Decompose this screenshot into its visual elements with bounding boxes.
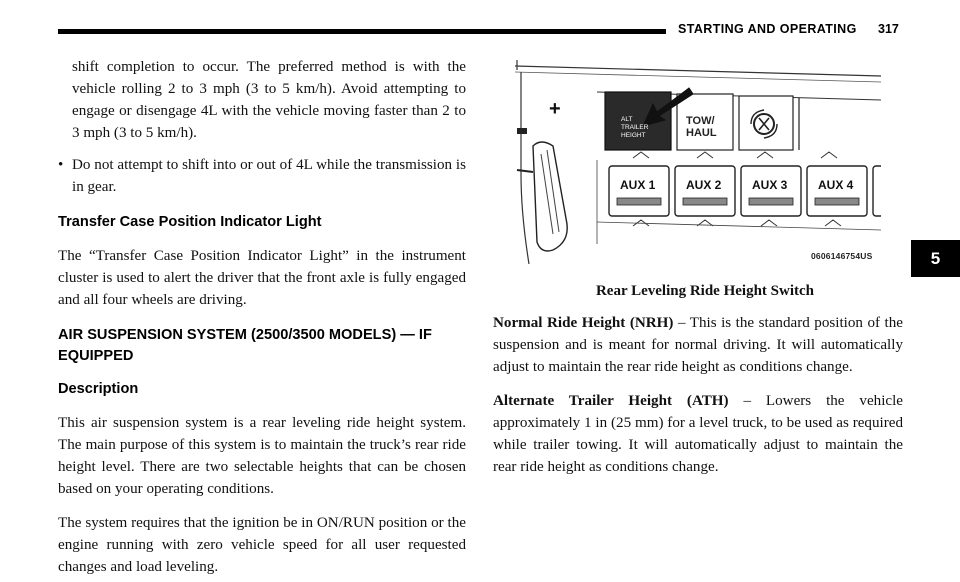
plus-label: + (549, 98, 561, 120)
term-nrh: Normal Ride Height (NRH) (493, 315, 674, 331)
paragraph-nrh (493, 312, 903, 378)
paragraph-ath (493, 390, 903, 478)
aux3-label: AUX 3 (752, 178, 788, 192)
switch-illustration (493, 54, 881, 274)
page-header (0, 0, 960, 40)
section-title: STARTING AND OPERATING (678, 22, 857, 36)
bullet-item (58, 154, 466, 198)
paragraph-description-2: The system requires that the ignition be in ON/RUN position or the engine running with zero vehicle speed for all user requested changes and load leveling. (58, 515, 466, 575)
alt-trailer-height-label (621, 116, 648, 140)
tow-haul-label (686, 115, 717, 139)
switch-panel-drawing (493, 54, 881, 274)
bullet-marker: • (58, 157, 64, 173)
text-nrh: – This is the standard position of the suspension and is meant for normal driving. It will automatically adjust to maintain the rear ride height as conditions change. (493, 315, 904, 375)
alt-line-2: TRAILER (621, 124, 649, 131)
heading-description: Description (58, 381, 139, 397)
term-ath: Alternate Trailer Height (ATH) (493, 393, 729, 409)
figure-caption: Rear Leveling Ride Height Switch (595, 283, 815, 299)
heading-transfer-case: Transfer Case Position Indicator Light (58, 214, 322, 230)
bullet-text: Do not attempt to shift into or out of 4L while the transmission is in gear. (72, 157, 466, 195)
paragraph-transfer-case: The “Transfer Case Position Indicator Light” in the instrument cluster is used to alert the driver that the front axle is fully engaged and all four wheels are driving. (58, 248, 466, 308)
aux4-label: AUX 4 (818, 178, 854, 192)
page-number: 317 (878, 22, 899, 36)
paragraph-shift-completion: shift completion to occur. The preferred method is with the vehicle rolling 2 to 3 mph (3 to 5 km/h). Avoid attempting to engage or disengage 4L with the vehicle moving faster than 2 to 3 mph (3 to 5 km/h). (72, 59, 466, 141)
heading-air-suspension: AIR SUSPENSION SYSTEM (2500/3500 MODELS) — IF EQUIPPED (58, 327, 432, 364)
alt-line-1: ALT (621, 116, 633, 123)
text-ath: – Lowers the vehicle approximately 1 in (25 mm) for a level truck, to be used as required while trailer towing. It will automatically adjust to maintain the rear ride height as conditions change. (493, 393, 903, 475)
figure-code: 0606146754US (811, 251, 873, 261)
tow-line-1: TOW/ (686, 115, 715, 127)
paragraph-description-1: This air suspension system is a rear leveling ride height system. The main purpose of this system is to maintain the truck’s rear ride height level. There are two selectable heights that can be chosen based on your operating conditions. (58, 415, 466, 497)
aux1-label: AUX 1 (620, 178, 656, 192)
tow-line-2: HAUL (686, 127, 717, 139)
header-rule (58, 29, 666, 34)
aux2-label: AUX 2 (686, 178, 722, 192)
right-column (493, 54, 903, 478)
chapter-tab[interactable]: 5 (911, 240, 960, 277)
alt-line-3: HEIGHT (621, 132, 646, 139)
left-column (58, 56, 466, 578)
